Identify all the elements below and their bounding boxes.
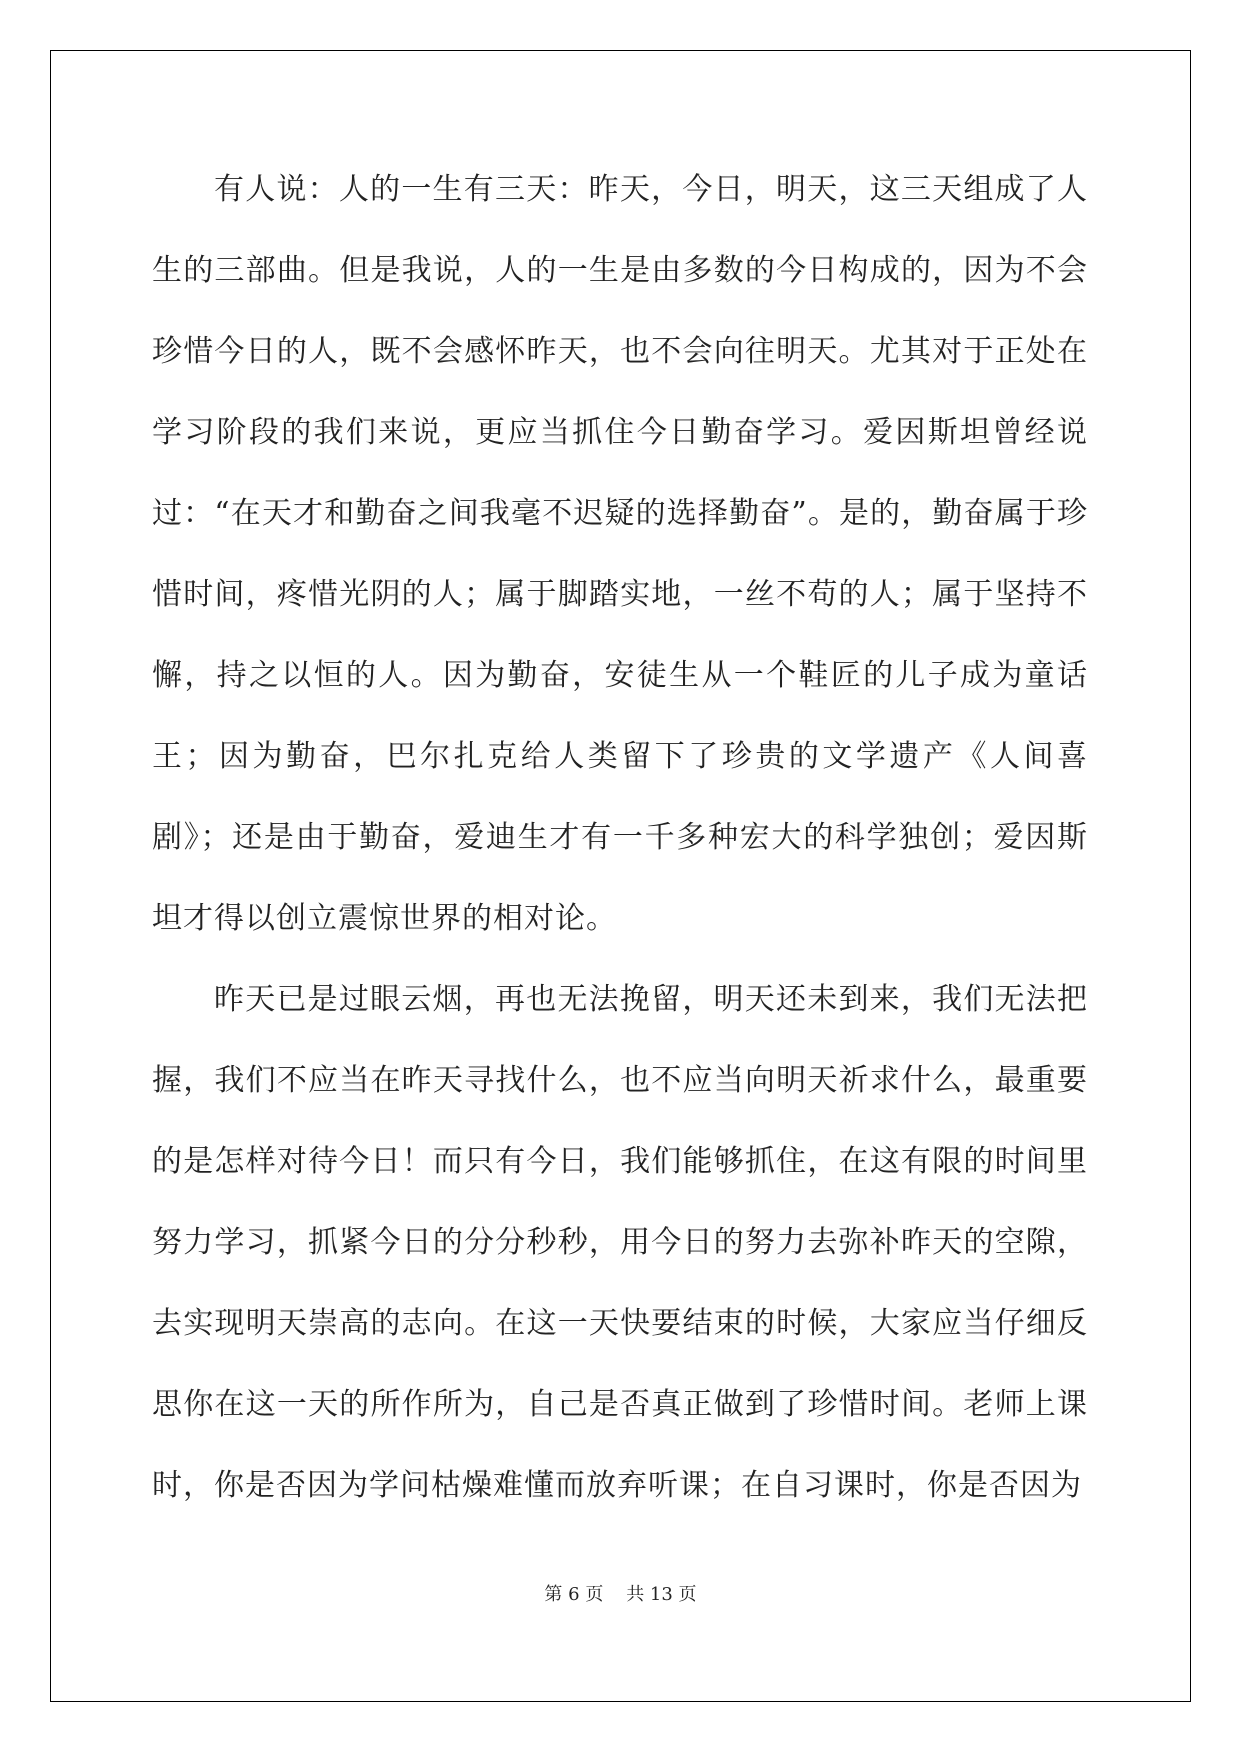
paragraph: 有人说：人的一生有三天：昨天，今日，明天，这三天组成了人生的三部曲。但是我说，人的一生是由多数的今日构成的，因为不会珍惜今日的人，既不会感怀昨天，也不会向往明天。尤其对于正处在学习阶段的我们来说，更应当抓住今日勤奋学习。爱因斯坦曾经说过：“在天才和勤奋之间我毫不迟疑的选择勤奋”。是的，勤奋属于珍惜时间，疼惜光阴的人；属于脚踏实地，一丝不苟的人；属于坚持不懈，持之以恒的人。因为勤奋，安徒生从一个鞋匠的儿子成为童话王；因为勤奋，巴尔扎克给人类留下了珍贵的文学遗产《人间喜剧》；还是由于勤奋，爱迪生才有一千多种宏大的科学独创；爱因斯坦才得以创立震惊世界的相对论。: [152, 172, 1088, 936]
document-body: [152, 149, 1088, 1526]
paragraph: 昨天已是过眼云烟，再也无法挽留，明天还未到来，我们无法把握，我们不应当在昨天寻找什么，也不应当向明天祈求什么，最重要的是怎样对待今日！而只有今日，我们能够抓住，在这有限的时间里努力学习，抓紧今日的分分秒秒，用今日的努力去弥补昨天的空隙，去实现明天崇高的志向。在这一天快要结束的时候，大家应当仔细反思你在这一天的所作所为，自己是否真正做到了珍惜时间。老师上课时，你是否因为学问枯燥难懂而放弃听课；在自习课时，你是否因为: [152, 982, 1088, 1503]
page-number-footer: 第 6 页 共 13 页: [544, 1584, 697, 1605]
